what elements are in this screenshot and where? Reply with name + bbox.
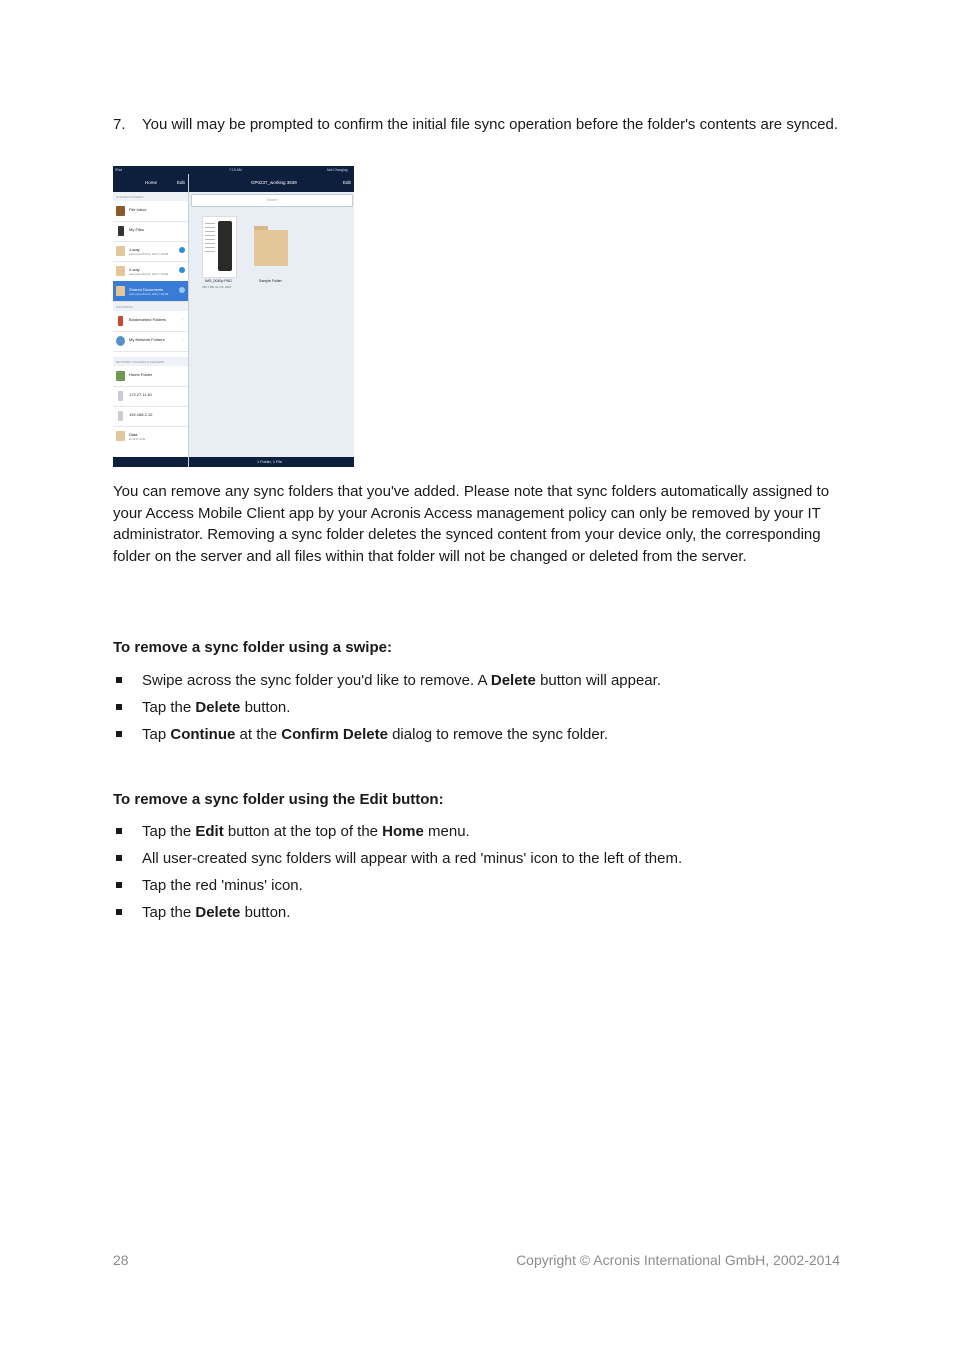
row-server-1[interactable]: 172.27.11.61 — [113, 386, 188, 407]
swipe-list — [113, 670, 843, 751]
home-title: Home — [145, 180, 158, 185]
row-bookmarked-folders[interactable]: Bookmarked Folders › — [113, 311, 188, 332]
copyright: Copyright © Acronis International GmbH, 2002-2014 — [516, 1252, 840, 1268]
row-my-network-folders[interactable]: My Network Folders › — [113, 331, 188, 352]
folder-edit-button[interactable]: Edit — [343, 180, 351, 185]
list-item: Tap the Delete button. — [113, 697, 843, 724]
house-icon — [116, 371, 125, 381]
home-navbar — [113, 174, 188, 192]
body-paragraph: You can remove any sync folders that you've added. Please note that sync folders automatically assigned to your Access Mobile Client app by your Acronis Access management policy can only be removed by your IT administrator. Removing a sync folder deletes the synced content from your device only, the corresponding folder on the server and all files within that folder will not be changed or deleted from the server. — [113, 483, 830, 565]
heading-edit: To remove a sync folder using the Edit button: — [113, 791, 444, 808]
app-screenshot — [113, 166, 354, 467]
folder-icon[interactable] — [254, 226, 288, 266]
search-input[interactable]: Search — [191, 194, 353, 207]
folder-navbar — [189, 174, 354, 192]
server-icon — [118, 411, 123, 421]
sync-icon — [179, 287, 185, 293]
row-server-2[interactable]: 192.168.2.10 — [113, 406, 188, 427]
status-device: iPad — [115, 168, 123, 172]
page-number: 28 — [113, 1252, 129, 1268]
image-thumbnail[interactable] — [202, 216, 237, 278]
folder-icon — [116, 266, 125, 276]
server-icon — [118, 391, 123, 401]
edit-list — [113, 821, 843, 929]
file-name: IMG_0040p.PNG — [205, 279, 232, 283]
list-item: Tap Continue at the Confirm Delete dialog to remove the sync folder. — [113, 724, 843, 751]
heading-swipe: To remove a sync folder using a swipe: — [113, 639, 392, 656]
sync-icon — [179, 247, 185, 253]
folder-name: Sample Folder — [259, 279, 282, 283]
phone-icon — [118, 226, 124, 236]
chevron-right-icon: › — [183, 317, 185, 322]
folder-title: GP0237_working 3839 — [251, 180, 297, 185]
row-data[interactable]: Data on 10.27.11.61 — [113, 426, 188, 446]
step-text: You will may be prompted to confirm the initial file sync operation before the folder's contents are synced. — [142, 116, 839, 133]
row-file-inbox[interactable]: File Inbox — [113, 201, 188, 222]
folder-icon — [116, 286, 125, 296]
status-time: 7:13 AM — [229, 168, 242, 172]
list-item: Tap the Delete button. — [113, 902, 843, 929]
status-battery: Not Charging — [327, 168, 348, 172]
section-network: NETWORK FOLDERS & SERVERS — [113, 357, 188, 366]
network-icon — [116, 336, 125, 346]
row-home-folder[interactable]: Home Folder — [113, 366, 188, 387]
list-item: Tap the red 'minus' icon. — [113, 875, 843, 902]
bookmark-icon — [118, 316, 123, 326]
section-synced: SYNCED FOLDERS — [113, 192, 188, 201]
chevron-right-icon: › — [183, 337, 185, 342]
row-2-way[interactable]: 2-way Last synced Feb 11, 2014, 7:26 AM — [113, 261, 188, 282]
list-item: All user-created sync folders will appear with a red 'minus' icon to the left of them. — [113, 848, 843, 875]
status-bar — [113, 166, 354, 174]
home-toolbar — [113, 457, 188, 467]
step-7 — [113, 114, 843, 136]
list-item: Swipe across the sync folder you'd like to remove. A Delete button will appear. — [113, 670, 843, 697]
sync-icon — [179, 267, 185, 273]
row-1-way[interactable]: 1-way Last synced Feb 11, 2014, 7:26 AM — [113, 241, 188, 262]
inbox-icon — [116, 206, 125, 216]
folder-icon — [116, 431, 125, 441]
home-edit-button[interactable]: Edit — [177, 180, 185, 185]
section-favorites: FAVORITES — [113, 302, 188, 311]
file-meta: 435.7 KB, Jun 26, 2013 — [202, 285, 232, 289]
folder-icon — [116, 246, 125, 256]
step-number: 7. — [113, 116, 126, 133]
folder-toolbar — [189, 457, 354, 467]
home-panel — [113, 174, 189, 467]
folder-panel — [189, 174, 354, 467]
list-item: Tap the Edit button at the top of the Home menu. — [113, 821, 843, 848]
phone-image — [218, 221, 232, 271]
row-my-files[interactable]: My Files — [113, 221, 188, 242]
row-shared-documents[interactable]: Shared Documents Last synced Feb 11, 2014, 7:26 AM — [113, 281, 188, 302]
item-count: 1 Folder, 1 File — [257, 460, 283, 464]
